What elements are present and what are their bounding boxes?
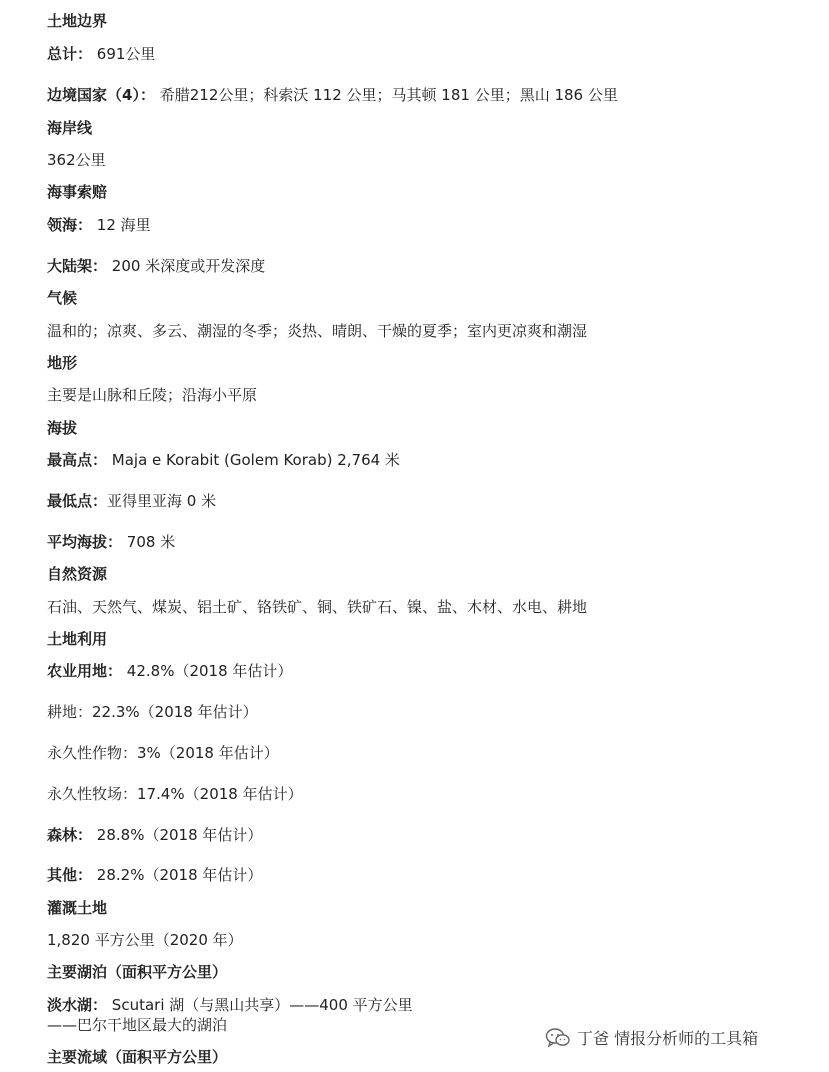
watermark-text: 丁爸 情报分析师的工具箱 [577, 1029, 759, 1048]
heading-elevation: 海拔 [47, 419, 78, 437]
label-mean-elevation: 平均海拔： [47, 533, 123, 551]
label-fresh-water-lake: 淡水湖： [47, 996, 108, 1014]
value-forest: 28.8%（2018 年估计） [96, 826, 263, 844]
value-climate: 温和的；凉爽、多云、潮湿的冬季；炎热、晴朗、干燥的夏季；室内更凉爽和潮湿 [47, 322, 588, 340]
value-other: 28.2%（2018 年估计） [96, 866, 263, 884]
heading-climate: 气候 [47, 289, 78, 307]
heading-natural-resources: 自然资源 [47, 565, 108, 583]
value-mean-elevation: 708 米 [126, 533, 176, 551]
row-agricultural-land [47, 661, 292, 681]
label-forest: 森林： [47, 826, 93, 844]
value-agricultural-land: 42.8%（2018 年估计） [126, 662, 293, 680]
row-continental-shelf [47, 256, 265, 276]
row-other [47, 865, 262, 885]
heading-land-use: 土地利用 [47, 630, 108, 648]
label-lowest-point: 最低点： [47, 492, 108, 510]
value-border-countries: 希腊212公里；科索沃 112 公里；马其顿 181 公里；黑山 186 公里 [159, 86, 618, 104]
row-lowest-point [47, 491, 216, 511]
label-territorial-sea: 领海： [47, 216, 93, 234]
value-arable-land: 耕地：22.3%（2018 年估计） [47, 703, 258, 721]
label-other: 其他： [47, 866, 93, 884]
value-permanent-crops: 永久性作物：3%（2018 年估计） [47, 744, 279, 762]
heading-terrain: 地形 [47, 354, 78, 372]
label-highest-point: 最高点： [47, 451, 108, 469]
note-fresh-water-lake: ——巴尔干地区最大的湖泊 [47, 1016, 228, 1034]
heading-coastline: 海岸线 [47, 119, 93, 137]
label-total: 总计： [47, 45, 93, 63]
heading-maritime-claims: 海事索赔 [47, 183, 108, 201]
value-irrigated-land: 1,820 平方公里（2020 年） [47, 931, 243, 949]
heading-land-boundaries: 土地边界 [47, 12, 108, 30]
row-fresh-water-lake [47, 995, 413, 1015]
watermark [545, 1026, 758, 1049]
value-highest-point: Maja e Korabit (Golem Korab) 2,764 米 [111, 451, 400, 469]
value-natural-resources: 石油、天然气、煤炭、铝土矿、铬铁矿、铜、铁矿石、镍、盐、木材、水电、耕地 [47, 598, 588, 616]
row-border-countries [47, 85, 618, 105]
value-continental-shelf: 200 米深度或开发深度 [111, 257, 266, 275]
value-terrain: 主要是山脉和丘陵；沿海小平原 [47, 386, 258, 404]
value-territorial-sea: 12 海里 [96, 216, 151, 234]
value-lowest-point: 亚得里亚海 0 米 [107, 492, 217, 510]
heading-irrigated-land: 灌溉土地 [47, 899, 108, 917]
label-agricultural-land: 农业用地： [47, 662, 123, 680]
label-continental-shelf: 大陆架： [47, 257, 108, 275]
label-border-countries: 边境国家（4）： [47, 86, 155, 104]
value-fresh-water-lake: Scutari 湖（与黑山共享）——400 平方公里 [111, 996, 413, 1014]
value-coastline: 362公里 [47, 151, 106, 169]
wechat-icon [545, 1027, 571, 1049]
heading-major-watersheds: 主要流域（面积平方公里） [47, 1048, 228, 1066]
row-territorial-sea [47, 215, 151, 235]
row-total [47, 44, 155, 64]
heading-major-lakes: 主要湖泊（面积平方公里） [47, 963, 228, 981]
row-mean-elevation [47, 532, 175, 552]
row-highest-point [47, 450, 400, 470]
value-permanent-pasture: 永久性牧场：17.4%（2018 年估计） [47, 785, 303, 803]
row-forest [47, 825, 262, 845]
value-total: 691公里 [96, 45, 156, 63]
